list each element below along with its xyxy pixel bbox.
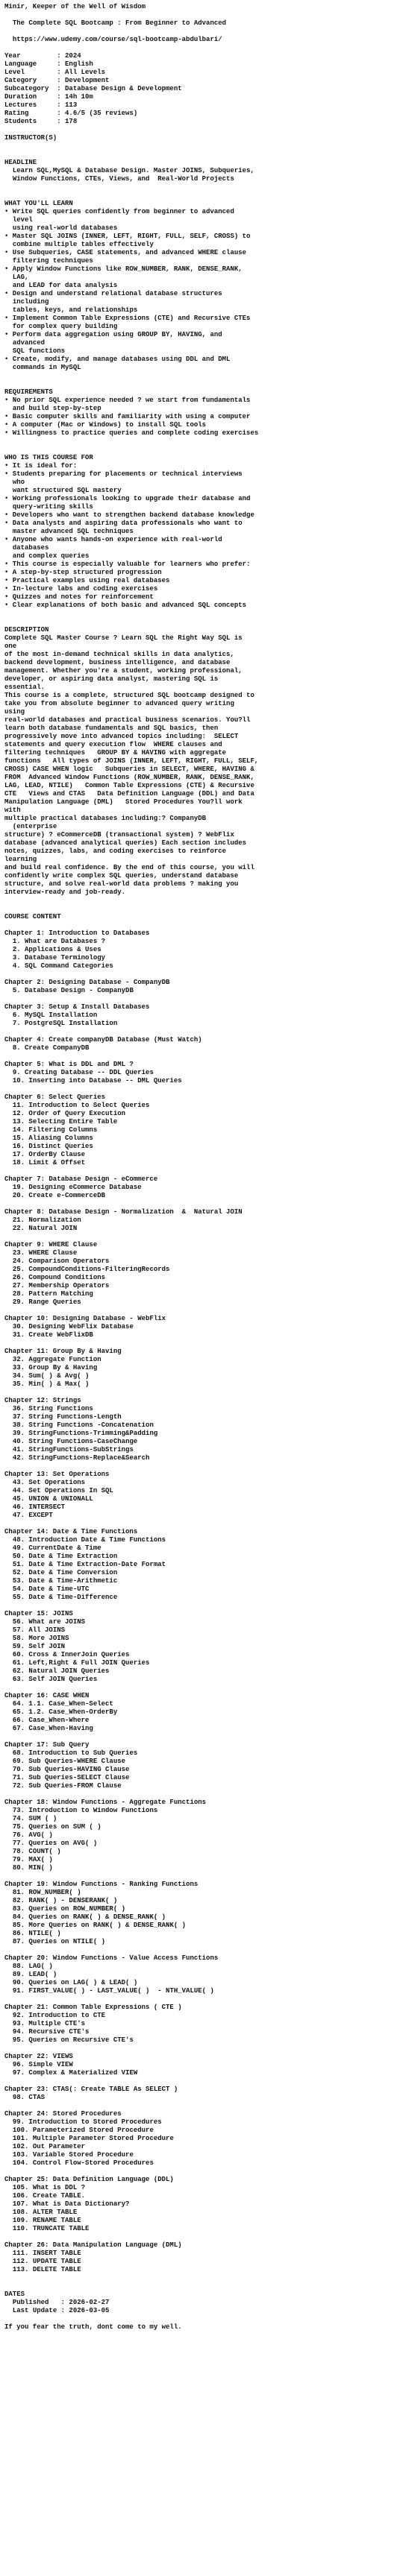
text-line: one bbox=[4, 643, 17, 650]
text-line: (enterprise bbox=[4, 823, 57, 830]
text-line: notes, quizzes, labs, and coding exercises to reinforce bbox=[4, 847, 227, 855]
text-line bbox=[4, 2282, 390, 2291]
text-line: 55. Date & Time-Difference bbox=[4, 1594, 118, 1601]
text-line: want structured SQL mastery bbox=[4, 487, 122, 494]
text-line bbox=[4, 1167, 390, 1175]
text-line: Chapter 9: WHERE Clause bbox=[4, 1241, 98, 1248]
text-line: 27. Membership Operators bbox=[4, 1282, 110, 1289]
text-line: 41. StringFunctions-SubStrings bbox=[4, 1446, 134, 1453]
text-line: REQUIREMENTS bbox=[4, 388, 53, 396]
text-line: 23. WHERE Clause bbox=[4, 1249, 78, 1257]
text-line: 113. DELETE TABLE bbox=[4, 2266, 81, 2273]
text-line bbox=[4, 1872, 390, 1881]
text-line: learn both database fundamentals and SQL basics, then bbox=[4, 724, 219, 732]
text-line: 106. Create TABLE. bbox=[4, 2192, 86, 2200]
text-line: 89. LEAD( ) bbox=[4, 1971, 57, 1978]
text-line bbox=[4, 1602, 390, 1610]
text-line: 48. Introduction Date & Time Functions bbox=[4, 1536, 166, 1544]
text-line: Minir, Keeper of the Well of Wisdom bbox=[4, 3, 146, 10]
text-line: using real-world databases bbox=[4, 224, 118, 232]
text-line: real-world databases and practical business scenarios. You?ll bbox=[4, 716, 251, 724]
text-line: level bbox=[4, 216, 33, 224]
text-line: Chapter 7: Database Design - eCommerce bbox=[4, 1175, 158, 1183]
text-line: 112. UPDATE TABLE bbox=[4, 2258, 81, 2265]
text-line: 92. Introduction to CTE bbox=[4, 2012, 106, 2019]
text-line: • Students preparing for placements or technical interviews bbox=[4, 470, 243, 478]
text-line: 64. 1.1. Case_When-Select bbox=[4, 1700, 113, 1708]
text-line: master advanced SQL techniques bbox=[4, 528, 134, 535]
text-line: 57. All JOINS bbox=[4, 1626, 66, 1634]
text-line: SQL functions bbox=[4, 347, 66, 355]
text-line: confidently write complex SQL queries, understand database bbox=[4, 872, 239, 880]
text-line: structure, and solve real-world data problems ? making you bbox=[4, 880, 239, 888]
text-line: FROM Advanced Window Functions (ROW_NUMBER, RANK, DENSE_RANK, bbox=[4, 774, 254, 781]
text-line: 87. Queries on NTILE( ) bbox=[4, 1938, 106, 1945]
text-line: who bbox=[4, 479, 25, 486]
text-line: • No prior SQL experience needed ? we start from fundamentals bbox=[4, 397, 251, 404]
text-line bbox=[4, 1684, 390, 1692]
text-line: 94. Recursive CTE's bbox=[4, 2028, 90, 2036]
text-line: Chapter 4: Create companyDB Database (Must Watch) bbox=[4, 1036, 202, 1044]
text-line bbox=[4, 2045, 390, 2053]
text-line: • Use Subqueries, CASE statements, and advanced WHERE clause bbox=[4, 249, 247, 256]
text-line: Chapter 14: Date & Time Functions bbox=[4, 1528, 138, 1535]
text-line: for complex query building bbox=[4, 323, 118, 330]
text-line: 38. String Functions -Concatenation bbox=[4, 1421, 154, 1429]
text-line: learning bbox=[4, 856, 37, 863]
text-line: 47. EXCEPT bbox=[4, 1512, 53, 1519]
text-line: WHO IS THIS COURSE FOR bbox=[4, 454, 93, 461]
text-line bbox=[4, 1028, 390, 1036]
text-line: 82. RANK( ) - DENSERANK( ) bbox=[4, 1897, 118, 1904]
text-line: 79. MAX( ) bbox=[4, 1856, 53, 1863]
text-line: 102. Out Parameter bbox=[4, 2143, 86, 2150]
text-line bbox=[4, 897, 390, 905]
text-line bbox=[4, 618, 390, 626]
text-line bbox=[4, 126, 390, 134]
text-line: • Basic computer skills and familiarity with using a computer bbox=[4, 413, 251, 420]
text-line: 76. AVG( ) bbox=[4, 1831, 53, 1839]
text-line: 103. Variable Stored Procedure bbox=[4, 2151, 134, 2159]
text-line: 40. String Functions-CaseChange bbox=[4, 1438, 138, 1445]
text-line: Category : Development bbox=[4, 77, 110, 84]
text-line: • Design and understand relational database structures bbox=[4, 290, 222, 297]
text-line: Lectures : 113 bbox=[4, 101, 78, 109]
text-line: 93. Multiple CTE's bbox=[4, 2020, 86, 2027]
text-line: 15. Aliasing Columns bbox=[4, 1134, 93, 1142]
text-line: 71. Sub Queries-SELECT Clause bbox=[4, 1774, 130, 1781]
text-line: 56. What are JOINS bbox=[4, 1618, 86, 1626]
text-line: 35. Min( ) & Max( ) bbox=[4, 1380, 90, 1388]
text-line: Chapter 25: Data Definition Language (DDL) bbox=[4, 2176, 174, 2183]
text-line: Rating : 4.6/5 (35 reviews) bbox=[4, 110, 138, 117]
text-line: advanced bbox=[4, 339, 46, 347]
text-line: and build real confidence. By the end of this course, you will bbox=[4, 864, 254, 871]
text-line: Chapter 22: VIEWS bbox=[4, 2053, 73, 2060]
text-line: Chapter 13: Set Operations bbox=[4, 1471, 110, 1478]
text-line: 104. Control Flow-Stored Procedures bbox=[4, 2159, 154, 2167]
text-line: 63. Self JOIN Queries bbox=[4, 1676, 98, 1683]
text-line: Chapter 6: Select Queries bbox=[4, 1093, 106, 1101]
text-line: WHAT YOU'LL LEARN bbox=[4, 200, 73, 207]
text-line bbox=[4, 1389, 390, 1397]
text-line: 67. Case_When-Having bbox=[4, 1725, 93, 1732]
text-line: 5. Database Design - CompanyDB bbox=[4, 987, 134, 994]
text-line: Level : All Levels bbox=[4, 69, 106, 76]
text-line bbox=[4, 192, 390, 200]
text-line: CTE Views and CTAS Data Definition Language (DDL) and Data bbox=[4, 790, 254, 798]
text-line: Chapter 24: Stored Procedures bbox=[4, 2110, 122, 2118]
text-line bbox=[4, 2102, 390, 2110]
text-line: • Data analysts and aspiring data professionals who want to bbox=[4, 520, 243, 527]
text-line: 14. Filtering Columns bbox=[4, 1126, 98, 1134]
text-line: 59. Self JOIN bbox=[4, 1643, 66, 1650]
text-line: 88. LAG( ) bbox=[4, 1963, 53, 1970]
text-line bbox=[4, 183, 390, 192]
text-line: 83. Queries on ROW_NUMBER( ) bbox=[4, 1905, 126, 1913]
text-line bbox=[4, 1520, 390, 1528]
text-line bbox=[4, 1200, 390, 1208]
text-line: • Developers who want to strengthen backend database knowledge bbox=[4, 511, 254, 519]
text-line: Chapter 21: Common Table Expressions ( CTE ) bbox=[4, 2004, 182, 2011]
text-line: HEADLINE bbox=[4, 159, 37, 166]
text-line: 62. Natural JOIN Queries bbox=[4, 1667, 110, 1675]
text-line: 12. Order of Query Execution bbox=[4, 1110, 126, 1117]
text-line: 21. Normalization bbox=[4, 1216, 81, 1224]
text-line: Chapter 2: Designing Database - CompanyDB bbox=[4, 979, 170, 986]
text-line: 95. Queries on Recursive CTE's bbox=[4, 2036, 134, 2044]
text-line: If you fear the truth, dont come to my well. bbox=[4, 2323, 182, 2331]
text-line bbox=[4, 380, 390, 388]
text-line: • Implement Common Table Expressions (CTE) and Recursive CTEs bbox=[4, 315, 251, 322]
text-line: Language : English bbox=[4, 60, 93, 68]
text-line: 24. Comparison Operators bbox=[4, 1257, 110, 1265]
text-line: 86. NTILE( ) bbox=[4, 1930, 61, 1937]
text-line: Chapter 1: Introduction to Databases bbox=[4, 929, 150, 937]
text-line: • Write SQL queries confidently from beginner to advanced bbox=[4, 208, 234, 215]
text-line: 75. Queries on SUM ( ) bbox=[4, 1823, 101, 1831]
text-line: 68. Introduction to Sub Queries bbox=[4, 1749, 138, 1757]
text-line: 108. ALTER TABLE bbox=[4, 2209, 78, 2216]
text-line: Chapter 23: CTAS(: Create TABLE As SELECT ) bbox=[4, 2086, 178, 2093]
text-line: Chapter 19: Window Functions - Ranking Functions bbox=[4, 1881, 198, 1888]
text-line bbox=[4, 1946, 390, 1954]
text-line: interview-ready and job-ready. bbox=[4, 888, 126, 896]
text-line: Students : 178 bbox=[4, 118, 78, 125]
text-line: • A computer (Mac or Windows) to install SQL tools bbox=[4, 421, 207, 429]
text-line: essential. bbox=[4, 684, 46, 691]
text-line: 10. Inserting into Database -- DML Queries bbox=[4, 1077, 182, 1085]
text-line: databases bbox=[4, 544, 49, 552]
text-line bbox=[4, 2077, 390, 2086]
text-line: • Clear explanations of both basic and advanced SQL concepts bbox=[4, 602, 247, 609]
text-line: 58. More JOINS bbox=[4, 1635, 69, 1642]
text-line: 32. Aggregate Function bbox=[4, 1356, 101, 1363]
text-line: and complex queries bbox=[4, 552, 90, 560]
text-line: filtering techniques bbox=[4, 257, 93, 265]
text-line: 18. Limit & Offset bbox=[4, 1159, 86, 1167]
text-line: Year : 2024 bbox=[4, 52, 81, 60]
text-line bbox=[4, 2233, 390, 2241]
text-line: and LEAD for data analysis bbox=[4, 282, 118, 289]
text-line: Chapter 3: Setup & Install Databases bbox=[4, 1003, 150, 1011]
text-line: structure) ? eCommerceDB (transactional system) ? WebFlix bbox=[4, 831, 234, 839]
text-line: 100. Parameterized Stored Procedure bbox=[4, 2127, 154, 2134]
text-line: 6. MySQL Installation bbox=[4, 1011, 98, 1019]
text-line: 36. String Functions bbox=[4, 1405, 93, 1412]
text-line: 105. What is DDL ? bbox=[4, 2184, 86, 2191]
text-line: 7. PostgreSQL Installation bbox=[4, 1020, 118, 1027]
text-line: progressively move into advanced topics including: SELECT bbox=[4, 733, 239, 740]
text-line bbox=[4, 970, 390, 979]
text-line: 51. Date & Time Extraction-Date Format bbox=[4, 1561, 166, 1568]
text-line: 52. Date & Time Conversion bbox=[4, 1569, 118, 1576]
text-line: Chapter 16: CASE WHEN bbox=[4, 1692, 90, 1699]
text-line: 110. TRUNCATE TABLE bbox=[4, 2225, 90, 2232]
text-line: 19. Designing eCommerce Database bbox=[4, 1184, 142, 1191]
text-line: • Quizzes and notes for reinforcement bbox=[4, 593, 154, 601]
text-line: combine multiple tables effectively bbox=[4, 241, 154, 248]
text-line: 66. Case_When-Where bbox=[4, 1717, 90, 1724]
text-line: DATES bbox=[4, 2291, 25, 2298]
text-line: Chapter 26: Data Manipulation Language (DML) bbox=[4, 2241, 182, 2249]
text-line: • A step-by-step structured progression bbox=[4, 569, 162, 576]
text-line bbox=[4, 1233, 390, 1241]
text-line: 4. SQL Command Categories bbox=[4, 962, 113, 970]
text-line: 25. CompoundConditions-FilteringRecords bbox=[4, 1266, 170, 1273]
text-line: Window Functions, CTEs, Views, and Real-World Projects bbox=[4, 175, 234, 183]
text-line: 72. Sub Queries-FROM Clause bbox=[4, 1782, 122, 1790]
text-line: 53. Date & Time-Arithmetic bbox=[4, 1577, 118, 1585]
text-line: Chapter 5: What is DDL and DML ? bbox=[4, 1061, 134, 1068]
text-line: 50. Date & Time Extraction bbox=[4, 1553, 118, 1560]
text-line: 97. Complex & Materialized VIEW bbox=[4, 2069, 138, 2077]
text-line: filtering techniques GROUP BY & HAVING with aggregate bbox=[4, 749, 227, 757]
text-line: • In-lecture labs and coding exercises bbox=[4, 585, 158, 593]
text-line: LAG, bbox=[4, 274, 29, 281]
text-line: 31. Create WebFlixDB bbox=[4, 1331, 93, 1339]
text-line: Chapter 11: Group By & Having bbox=[4, 1348, 122, 1355]
text-line: 91. FIRST_VALUE( ) - LAST_VALUE( ) - NTH_VALUE( ) bbox=[4, 1987, 214, 1995]
text-line: 22. Natural JOIN bbox=[4, 1225, 78, 1232]
text-line: functions All types of JOINS (INNER, LEFT, RIGHT, FULL, SELF, bbox=[4, 757, 259, 765]
text-line: 16. Distinct Queries bbox=[4, 1143, 93, 1150]
text-line: 13. Selecting Entire Table bbox=[4, 1118, 118, 1126]
text-line bbox=[4, 142, 390, 151]
text-line: The Complete SQL Bootcamp : From Beginner to Advanced bbox=[4, 19, 227, 27]
text-line: 96. Simple VIEW bbox=[4, 2061, 73, 2068]
text-line: • This course is especially valuable for learners who prefer: bbox=[4, 561, 251, 568]
text-line: CROSS) CASE WHEN logic Subqueries in SELECT, WHERE, HAVING & bbox=[4, 765, 254, 773]
text-line: • Practical examples using real databases bbox=[4, 577, 170, 584]
text-line: Chapter 10: Designing Database - WebFlix bbox=[4, 1315, 166, 1322]
text-line: Complete SQL Master Course ? Learn SQL the Right Way SQL is bbox=[4, 634, 243, 642]
text-line: • Master SQL JOINS (INNER, LEFT, RIGHT, FULL, SELF, CROSS) to bbox=[4, 233, 251, 240]
text-line: 29. Range Queries bbox=[4, 1298, 81, 1306]
text-line: 78. COUNT( ) bbox=[4, 1848, 61, 1855]
text-line: Manipulation Language (DML) Stored Procedures You?ll work bbox=[4, 798, 243, 806]
text-line: 33. Group By & Having bbox=[4, 1364, 98, 1371]
text-line bbox=[4, 905, 390, 913]
text-line: • Willingness to practice queries and complete coding exercises bbox=[4, 429, 259, 437]
text-line: Chapter 17: Sub Query bbox=[4, 1741, 90, 1749]
text-line: query-writing skills bbox=[4, 503, 93, 511]
text-line: 101. Multiple Parameter Stored Procedure bbox=[4, 2135, 174, 2142]
text-line: 46. INTERSECT bbox=[4, 1503, 66, 1511]
text-line bbox=[4, 28, 390, 36]
text-line: commands in MySQL bbox=[4, 364, 81, 371]
text-line: Chapter 20: Window Functions - Value Access Functions bbox=[4, 1954, 219, 1962]
text-line: 20. Create e-CommerceDB bbox=[4, 1192, 106, 1199]
text-line: including bbox=[4, 298, 49, 306]
text-line: DESCRIPTION bbox=[4, 626, 49, 634]
text-line: 77. Queries on AVG( ) bbox=[4, 1840, 98, 1847]
text-line bbox=[4, 1339, 390, 1348]
text-line: 107. What is Data Dictionary? bbox=[4, 2200, 130, 2208]
text-line: 60. Cross & InnerJoin Queries bbox=[4, 1651, 130, 1658]
text-line: 42. StringFunctions-Replace&Search bbox=[4, 1454, 150, 1462]
text-line: This course is a complete, structured SQL bootcamp designed to bbox=[4, 692, 254, 699]
text-line: 84. Queries on RANK( ) & DENSE_RANK( ) bbox=[4, 1913, 166, 1921]
text-line: 70. Sub Queries-HAVING Clause bbox=[4, 1766, 130, 1773]
text-line: 3. Database Terminology bbox=[4, 954, 106, 962]
text-line: 1. What are Databases ? bbox=[4, 938, 106, 945]
text-line: 17. OrderBy Clause bbox=[4, 1151, 86, 1158]
text-line bbox=[4, 1052, 390, 1061]
text-line: Chapter 18: Window Functions - Aggregate Functions bbox=[4, 1799, 207, 1806]
text-line: https://www.udemy.com/course/sql-bootcamp-abdulbari/ bbox=[4, 36, 222, 43]
text-line: 39. StringFunctions-Trimming&Padding bbox=[4, 1430, 158, 1437]
text-line: • Anyone who wants hands-on experience with real-world bbox=[4, 536, 222, 543]
text-line: • It is ideal for: bbox=[4, 462, 78, 470]
text-line: 34. Sum( ) & Avg( ) bbox=[4, 1372, 90, 1380]
text-line bbox=[4, 921, 390, 929]
text-line: using bbox=[4, 708, 25, 716]
text-line: 54. Date & Time-UTC bbox=[4, 1585, 90, 1593]
text-line: management. Whether you're a student, working professional, bbox=[4, 667, 243, 675]
text-line: with bbox=[4, 806, 21, 814]
text-line: Last Update : 2026-03-05 bbox=[4, 2307, 110, 2314]
text-line: Learn SQL,MySQL & Database Design. Master JOINS, Subqueries, bbox=[4, 167, 254, 174]
text-line bbox=[4, 1995, 390, 2004]
text-line: LAG, LEAD, NTILE) Common Table Expressions (CTE) & Recursive bbox=[4, 782, 254, 789]
text-line: 85. More Queries on RANK( ) & DENSE_RANK( ) bbox=[4, 1922, 187, 1929]
text-line: Chapter 15: JOINS bbox=[4, 1610, 73, 1617]
text-line: 99. Introduction to Stored Procedures bbox=[4, 2118, 162, 2126]
text-line: multiple practical databases including:? CompanyDB bbox=[4, 815, 207, 822]
text-line: • Create, modify, and manage databases using DDL and DML bbox=[4, 356, 231, 363]
text-line: 8. Create CompanyDB bbox=[4, 1044, 90, 1052]
text-line: 111. INSERT TABLE bbox=[4, 2250, 81, 2257]
text-line: 65. 1.2. Case_When-OrderBy bbox=[4, 1708, 118, 1716]
text-line: 109. RENAME TABLE bbox=[4, 2217, 81, 2224]
text-line: 81. ROW_NUMBER( ) bbox=[4, 1889, 81, 1896]
text-line bbox=[4, 11, 390, 19]
text-line: INSTRUCTOR(S) bbox=[4, 134, 57, 142]
text-line bbox=[4, 44, 390, 52]
text-line bbox=[4, 1733, 390, 1741]
text-line: 43. Set Operations bbox=[4, 1479, 86, 1486]
text-line: Chapter 12: Strings bbox=[4, 1397, 81, 1404]
text-line bbox=[4, 1790, 390, 1799]
text-line: statements and query execution flow WHERE clauses and bbox=[4, 741, 222, 748]
text-line: 44. Set Operations In SQL bbox=[4, 1487, 113, 1494]
text-line bbox=[4, 995, 390, 1003]
text-line bbox=[4, 2274, 390, 2282]
text-line bbox=[4, 1307, 390, 1315]
text-line: 73. Introduction to Window Functions bbox=[4, 1807, 158, 1814]
text-line: • Apply Window Functions like ROW_NUMBER, RANK, DENSE_RANK, bbox=[4, 265, 243, 273]
text-line: 28. Pattern Matching bbox=[4, 1290, 93, 1298]
text-line: 61. Left,Right & Full JOIN Queries bbox=[4, 1659, 150, 1667]
text-line: 98. CTAS bbox=[4, 2094, 46, 2101]
text-line: 9. Creating Database -- DDL Queries bbox=[4, 1069, 154, 1076]
text-line bbox=[4, 151, 390, 159]
text-line: 37. String Functions-Length bbox=[4, 1413, 122, 1421]
text-line bbox=[4, 2315, 390, 2323]
text-line bbox=[4, 372, 390, 380]
text-line: 74. SUM ( ) bbox=[4, 1815, 57, 1822]
text-line: backend development, business intelligence, and database bbox=[4, 659, 231, 666]
text-line: Subcategory : Database Design & Development bbox=[4, 85, 182, 92]
text-line: 2. Applications & Uses bbox=[4, 946, 101, 953]
text-line bbox=[4, 1085, 390, 1093]
text-line: 30. Designing WebFlix Database bbox=[4, 1323, 134, 1330]
text-line bbox=[4, 2168, 390, 2176]
text-line: 80. MIN( ) bbox=[4, 1864, 53, 1872]
text-line: Published : 2026-02-27 bbox=[4, 2299, 110, 2306]
text-line: tables, keys, and relationships bbox=[4, 306, 138, 314]
text-line: take you from absolute beginner to advanced query writing bbox=[4, 700, 234, 707]
text-line: Chapter 8: Database Design - Normalization & Natural JOIN bbox=[4, 1208, 243, 1216]
text-line: of the most in-demand technical skills in data analytics, bbox=[4, 651, 234, 658]
text-line: • Working professionals looking to upgrade their database and bbox=[4, 495, 251, 502]
text-line: Duration : 14h 10m bbox=[4, 93, 93, 101]
text-line bbox=[4, 446, 390, 454]
text-line: 45. UNION & UNIONALL bbox=[4, 1495, 93, 1503]
text-line: 49. CurrentDate & Time bbox=[4, 1544, 101, 1552]
text-line: 11. Introduction to Select Queries bbox=[4, 1102, 150, 1109]
text-line bbox=[4, 610, 390, 618]
text-line: and build step-by-step bbox=[4, 405, 101, 412]
text-line: database (advanced analytical queries) Each section includes bbox=[4, 839, 247, 847]
text-line: 90. Queries on LAG( ) & LEAD( ) bbox=[4, 1979, 138, 1986]
text-line: • Perform data aggregation using GROUP BY, HAVING, and bbox=[4, 331, 222, 338]
text-line: 26. Compound Conditions bbox=[4, 1274, 106, 1281]
text-line: developer, or aspiring data analyst, mastering SQL is bbox=[4, 675, 219, 683]
text-line bbox=[4, 438, 390, 446]
text-line: 69. Sub Queries-WHERE Clause bbox=[4, 1758, 126, 1765]
text-line: COURSE CONTENT bbox=[4, 913, 61, 921]
text-line bbox=[4, 1462, 390, 1471]
